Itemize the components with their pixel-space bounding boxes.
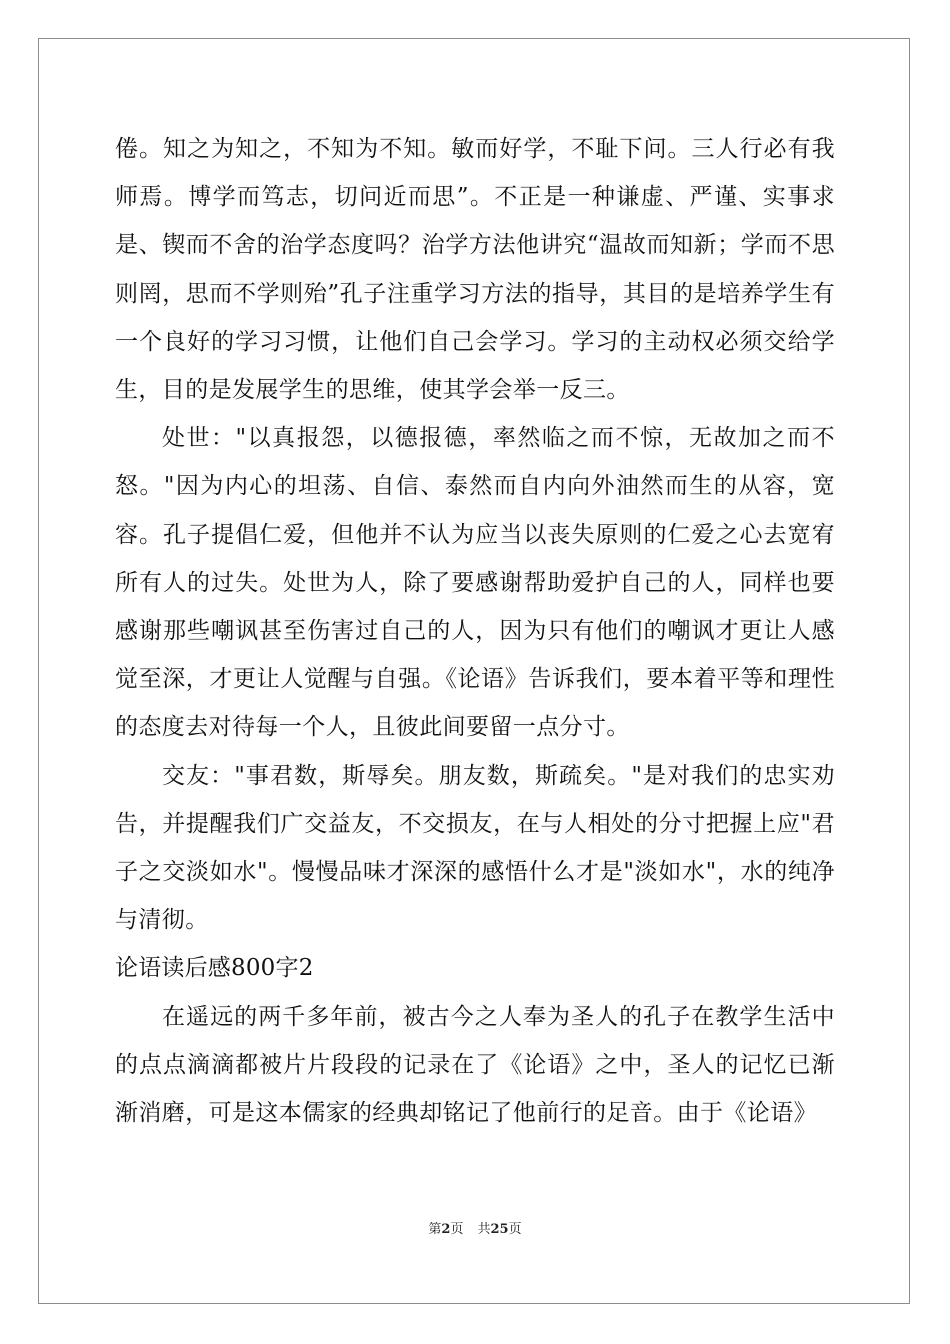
footer-prefix: 第	[428, 1222, 442, 1237]
paragraph-conduct: 处世："以真报怨，以德报德，率然临之而不惊，无故加之而不怒。"因为内心的坦荡、自信、泰然而自内向外油然而生的从容，宽容。孔子提倡仁爱，但他并不认为应当以丧失原则的仁爱之心去宽宥所有人的过失。处世为人，除了要感谢帮助爱护自己的人，同样也要感谢那些嘲讽甚至伤害过自己的人，因为只有他们的嘲讽才更让人感觉至深，才更让人觉醒与自强。《论语》告诉我们，要本着平等和理性的态度去对待每一个人，且彼此间要留一点分寸。	[115, 425, 835, 741]
footer-total-pages: 25	[490, 1222, 509, 1237]
footer-page-suffix: 页	[450, 1222, 464, 1237]
section-heading: 论语读后感800字2	[115, 955, 314, 982]
paragraph-friendship: 交友："事君数，斯辱矣。朋友数，斯疏矣。"是对我们的忠实劝告，并提醒我们广交益友，不交损友，在与人相处的分寸把握上应"君子之交淡如水"。慢慢品味才深深的感悟什么才是"淡如水"，水的纯净与清彻。	[115, 762, 835, 934]
document-body	[115, 125, 835, 1137]
footer-total-suffix: 页	[508, 1222, 522, 1237]
footer-total-prefix: 共	[477, 1222, 491, 1237]
paragraph-study: 倦。知之为知之，不知为不知。敏而好学，不耻下问。三人行必有我师焉。博学而笃志，切问近而思”。不正是一种谦虚、严谨、实事求是、锲而不舍的治学态度吗？治学方法他讲究“温故而知新；学而不思则罔，思而不学则殆”孔子注重学习方法的指导，其目的是培养学生有一个良好的学习习惯，让他们自己会学习。学习的主动权必须交给学生，目的是发展学生的思维，使其学会举一反三。	[115, 136, 835, 404]
paragraph-intro: 在遥远的两千多年前，被古今之人奉为圣人的孔子在教学生活中的点点滴滴都被片片段段的记录在了《论语》之中，圣人的记忆已渐渐消磨，可是这本儒家的经典却铭记了他前行的足音。由于《论语》	[115, 1003, 835, 1127]
page-footer	[0, 1218, 950, 1237]
footer-page-number: 2	[441, 1222, 451, 1237]
